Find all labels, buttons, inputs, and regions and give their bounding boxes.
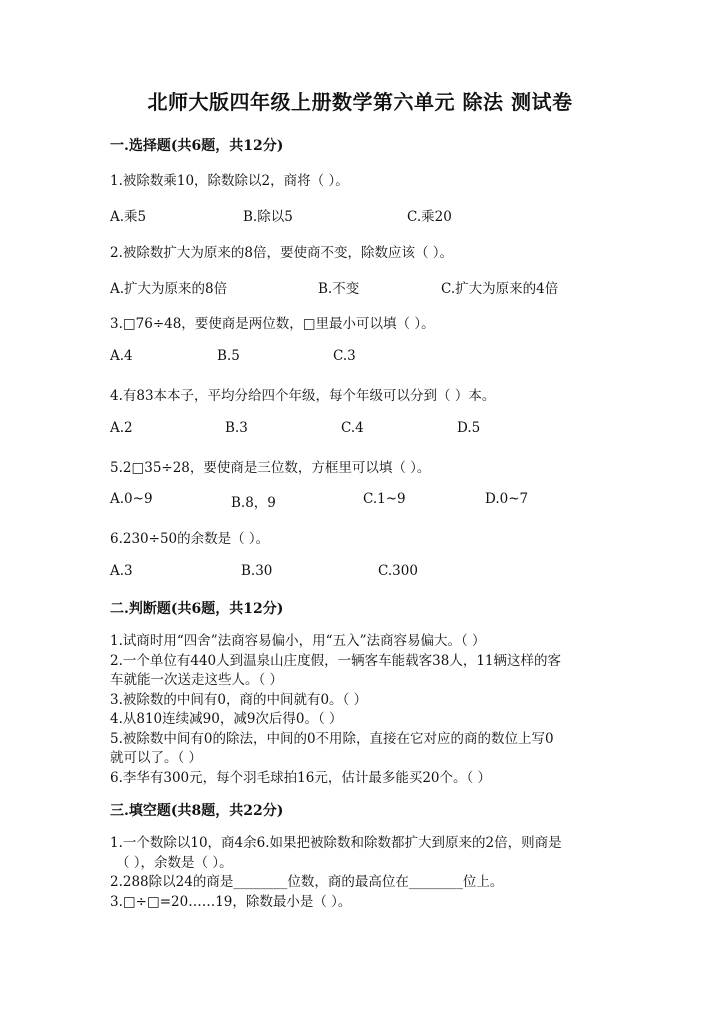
fill-line: 3.□÷□=20……19，除数最小是（ ）。 xyxy=(110,893,352,910)
choice-2-option-b: B.不变 xyxy=(318,281,360,297)
choice-6-option-b: B.30 xyxy=(241,563,273,579)
choice-5-option-b: B.8，9 xyxy=(231,495,276,511)
choice-question-3: 3.□76÷48，要使商是两位数，□里最小可以填（ ）。 xyxy=(110,316,435,332)
choice-question-5: 5.2□35÷28，要使商是三位数，方框里可以填（ ）。 xyxy=(110,460,431,476)
fill-line: 2.288除以24的商是________位数，商的最高位在________位上。 xyxy=(110,874,504,890)
judge-line: 车就能一次送走这些人。（ ） xyxy=(110,672,284,688)
choice-1-option-b: B.除以5 xyxy=(243,209,293,225)
choice-2-option-c: C.扩大为原来的4倍 xyxy=(441,281,559,297)
choice-1-option-c: C.乘20 xyxy=(407,209,452,225)
choice-1-option-a: A.乘5 xyxy=(110,209,147,225)
choice-3-option-c: C.3 xyxy=(333,348,356,364)
choice-question-6: 6.230÷50的余数是（ ）。 xyxy=(110,531,270,547)
choice-4-option-c: C.4 xyxy=(341,420,364,436)
judge-line: 5.被除数中间有0的除法，中间的0不用除，直接在它对应的商的数位上写0 xyxy=(110,730,554,747)
choice-5-option-a: A.0~9 xyxy=(110,491,153,507)
choice-4-option-b: B.3 xyxy=(225,420,248,436)
fill-line: （ ），余数是（ ）。 xyxy=(116,854,233,871)
section-heading-fill: 三.填空题(共8题，共22分) xyxy=(110,803,284,819)
judge-line: 1.试商时用“四舍”法商容易偏小，用“五入”法商容易偏大。（ ） xyxy=(110,633,486,649)
choice-6-option-a: A.3 xyxy=(110,563,133,579)
judge-question-list xyxy=(110,632,610,788)
choice-question-4: 4.有83本本子，平均分给四个年级，每个年级可以分到（ ）本。 xyxy=(110,388,496,404)
choice-5-option-d: D.0~7 xyxy=(485,491,529,507)
choice-2-option-a: A.扩大为原来的8倍 xyxy=(110,281,228,297)
choice-4-option-a: A.2 xyxy=(110,420,133,436)
section-heading-judge: 二.判断题(共6题，共12分) xyxy=(110,601,284,617)
judge-line: 3.被除数的中间有0，商的中间就有0。（ ） xyxy=(110,691,368,708)
section-heading-choice: 一.选择题(共6题，共12分) xyxy=(110,138,284,154)
fill-line: 1.一个数除以10，商4余6.如果把被除数和除数都扩大到原来的2倍，则商是 xyxy=(110,835,562,851)
choice-6-option-c: C.300 xyxy=(378,563,418,579)
judge-line: 4.从810连续减90，减9次后得0。（ ） xyxy=(110,711,343,727)
judge-line: 6.李华有300元，每个羽毛球拍16元，估计最多能买20个。（ ） xyxy=(110,769,492,786)
choice-5-option-c: C.1~9 xyxy=(363,491,406,507)
judge-line: 2.一个单位有440人到温泉山庄度假，一辆客车能载客38人，11辆这样的客 xyxy=(110,652,562,669)
choice-4-option-d: D.5 xyxy=(457,420,481,436)
page-title: 北师大版四年级上册数学第六单元 除法 测试卷 xyxy=(147,90,573,114)
choice-question-1: 1.被除数乘10，除数除以2，商将（ ）。 xyxy=(110,173,349,189)
choice-3-option-a: A.4 xyxy=(110,348,133,364)
choice-3-option-b: B.5 xyxy=(217,348,240,364)
fill-question-list xyxy=(110,834,610,912)
judge-line: 就可以了。（ ） xyxy=(110,750,203,766)
choice-question-2: 2.被除数扩大为原来的8倍，要使商不变，除数应该（ ）。 xyxy=(110,245,454,261)
